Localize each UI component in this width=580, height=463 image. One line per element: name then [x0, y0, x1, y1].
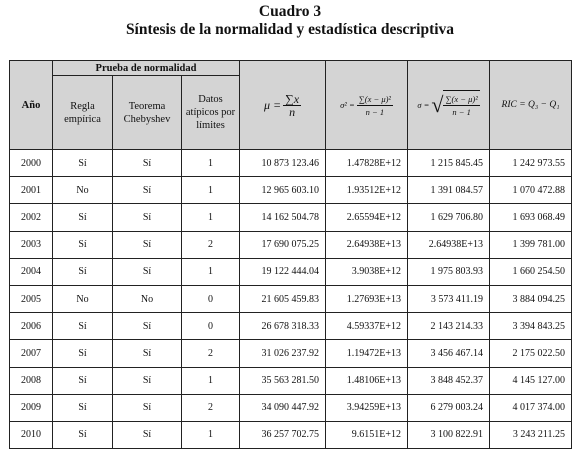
cell-variance: 3.9038E+12 — [326, 258, 408, 285]
cell-year: 2010 — [10, 421, 53, 448]
cell-std-deviation: 2 143 214.33 — [408, 313, 490, 340]
cell-year: 2004 — [10, 258, 53, 285]
cell-iqr: 1 070 472.88 — [490, 177, 572, 204]
cell-outliers: 2 — [182, 231, 240, 258]
cell-mean: 12 965 603.10 — [240, 177, 326, 204]
cell-empirical-rule: Sí — [53, 313, 113, 340]
cell-year: 2002 — [10, 204, 53, 231]
cell-iqr: 1 399 781.00 — [490, 231, 572, 258]
cell-variance: 3.94259E+13 — [326, 394, 408, 421]
cell-iqr: 3 884 094.25 — [490, 285, 572, 312]
cell-iqr: 1 693 068.49 — [490, 204, 572, 231]
header-std-deviation: σ = √ ∑(x − μ)² n − 1 — [408, 61, 490, 150]
cell-iqr: 1 660 254.50 — [490, 258, 572, 285]
cell-year: 2009 — [10, 394, 53, 421]
cell-year: 2008 — [10, 367, 53, 394]
cell-outliers: 2 — [182, 394, 240, 421]
header-normality-test: Prueba de normalidad — [53, 61, 240, 76]
cell-variance: 1.48106E+13 — [326, 367, 408, 394]
cell-std-deviation: 3 573 411.19 — [408, 285, 490, 312]
cell-outliers: 1 — [182, 177, 240, 204]
cell-mean: 26 678 318.33 — [240, 313, 326, 340]
cell-variance: 2.64938E+13 — [326, 231, 408, 258]
cell-mean: 35 563 281.50 — [240, 367, 326, 394]
cell-chebyshev: Sí — [113, 204, 182, 231]
cell-std-deviation: 6 279 003.24 — [408, 394, 490, 421]
table-row — [10, 340, 572, 367]
table-row — [10, 313, 572, 340]
header-mean: μ = $\frac{\sum x}{n}$ — [240, 61, 326, 150]
cell-iqr: 3 243 211.25 — [490, 421, 572, 448]
cell-mean: 21 605 459.83 — [240, 285, 326, 312]
cell-chebyshev: No — [113, 285, 182, 312]
table-row — [10, 204, 572, 231]
table-row — [10, 258, 572, 285]
cell-std-deviation: 3 456 467.14 — [408, 340, 490, 367]
cell-std-deviation: 1 629 706.80 — [408, 204, 490, 231]
cell-outliers: 0 — [182, 313, 240, 340]
cell-chebyshev: Sí — [113, 313, 182, 340]
table-header — [10, 61, 572, 150]
table-row — [10, 150, 572, 177]
cell-chebyshev: Sí — [113, 421, 182, 448]
table-caption: Síntesis de la normalidad y estadística descriptiva — [125, 21, 455, 38]
cell-outliers: 1 — [182, 204, 240, 231]
cell-year: 2003 — [10, 231, 53, 258]
cell-variance: 9.6151E+12 — [326, 421, 408, 448]
cell-year: 2001 — [10, 177, 53, 204]
cell-chebyshev: Sí — [113, 150, 182, 177]
cell-empirical-rule: Sí — [53, 367, 113, 394]
table-row — [10, 367, 572, 394]
cell-chebyshev: Sí — [113, 177, 182, 204]
cell-outliers: 1 — [182, 150, 240, 177]
cell-empirical-rule: No — [53, 285, 113, 312]
header-outliers: Datos atípicos por límites — [182, 76, 240, 150]
cell-year: 2005 — [10, 285, 53, 312]
cell-std-deviation: 1 391 084.57 — [408, 177, 490, 204]
cell-std-deviation: 1 215 845.45 — [408, 150, 490, 177]
cell-empirical-rule: Sí — [53, 340, 113, 367]
cell-iqr: 4 017 374.00 — [490, 394, 572, 421]
cell-iqr: 3 394 843.25 — [490, 313, 572, 340]
cell-std-deviation: 2.64938E+13 — [408, 231, 490, 258]
header-year: Año — [10, 61, 53, 150]
cell-year: 2006 — [10, 313, 53, 340]
cell-std-deviation: 3 848 452.37 — [408, 367, 490, 394]
cell-outliers: 2 — [182, 340, 240, 367]
cell-empirical-rule: No — [53, 177, 113, 204]
table-title — [0, 3, 580, 39]
cell-variance: 1.47828E+12 — [326, 150, 408, 177]
table-row — [10, 177, 572, 204]
cell-empirical-rule: Sí — [53, 150, 113, 177]
cell-outliers: 1 — [182, 258, 240, 285]
cell-mean: 19 122 444.04 — [240, 258, 326, 285]
cell-chebyshev: Sí — [113, 231, 182, 258]
normality-stats-table — [9, 60, 572, 449]
cell-chebyshev: Sí — [113, 340, 182, 367]
cell-variance: 4.59337E+12 — [326, 313, 408, 340]
cell-outliers: 1 — [182, 421, 240, 448]
cell-mean: 31 026 237.92 — [240, 340, 326, 367]
cell-empirical-rule: Sí — [53, 394, 113, 421]
table-row — [10, 231, 572, 258]
cell-empirical-rule: Sí — [53, 231, 113, 258]
cell-chebyshev: Sí — [113, 394, 182, 421]
cell-empirical-rule: Sí — [53, 258, 113, 285]
cell-empirical-rule: Sí — [53, 204, 113, 231]
table-row — [10, 394, 572, 421]
cell-mean: 17 690 075.25 — [240, 231, 326, 258]
table-row — [10, 421, 572, 448]
cell-outliers: 0 — [182, 285, 240, 312]
cell-variance: 1.19472E+13 — [326, 340, 408, 367]
header-iqr: RIC = Q₃ − Q₁ — [490, 61, 572, 150]
table-row — [10, 285, 572, 312]
table-number: Cuadro 3 — [258, 3, 322, 20]
cell-variance: 1.93512E+12 — [326, 177, 408, 204]
cell-variance: 2.65594E+12 — [326, 204, 408, 231]
cell-std-deviation: 1 975 803.93 — [408, 258, 490, 285]
header-variance: σ² = $\frac{\text{∑(x − μ)²}}{n - 1}$ — [326, 61, 408, 150]
cell-year: 2000 — [10, 150, 53, 177]
cell-outliers: 1 — [182, 367, 240, 394]
cell-mean: 36 257 702.75 — [240, 421, 326, 448]
cell-mean: 34 090 447.92 — [240, 394, 326, 421]
table-body — [10, 150, 572, 449]
cell-iqr: 2 175 022.50 — [490, 340, 572, 367]
cell-chebyshev: Sí — [113, 258, 182, 285]
header-empirical-rule: Regla empírica — [53, 76, 113, 150]
cell-year: 2007 — [10, 340, 53, 367]
cell-iqr: 1 242 973.55 — [490, 150, 572, 177]
cell-variance: 1.27693E+13 — [326, 285, 408, 312]
cell-chebyshev: Sí — [113, 367, 182, 394]
header-chebyshev: Teorema Chebyshev — [113, 76, 182, 150]
cell-mean: 14 162 504.78 — [240, 204, 326, 231]
cell-mean: 10 873 123.46 — [240, 150, 326, 177]
cell-iqr: 4 145 127.00 — [490, 367, 572, 394]
cell-std-deviation: 3 100 822.91 — [408, 421, 490, 448]
cell-empirical-rule: Sí — [53, 421, 113, 448]
